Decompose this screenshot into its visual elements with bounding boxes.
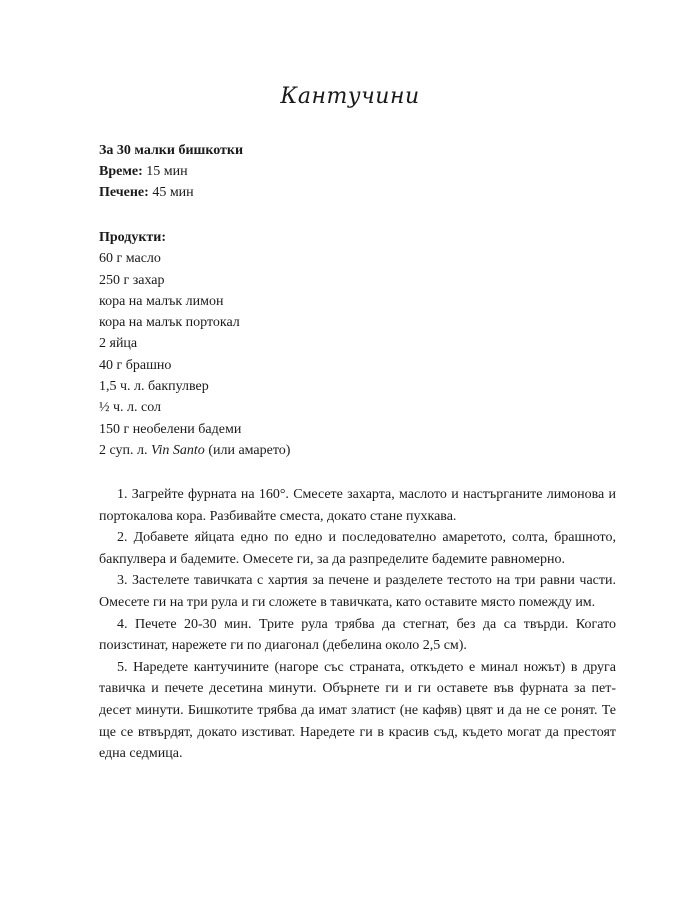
yield-line — [99, 140, 243, 161]
ingredient-item-vin-santo — [99, 440, 290, 461]
ingredients-section — [99, 227, 290, 461]
instructions-section — [99, 484, 616, 765]
ingredient-item: 40 г брашно — [99, 357, 172, 373]
ingredient-item: 250 г захар — [99, 272, 165, 288]
baking-label: Печене: — [99, 185, 149, 200]
ingredient-item: 60 г масло — [99, 251, 161, 267]
time-label: Време: — [99, 164, 143, 179]
recipe-meta — [99, 140, 243, 203]
ingredients-list — [99, 248, 290, 461]
ingredient-item: кора на малък лимон — [99, 293, 224, 309]
ingredient-item: 1,5 ч. л. бакпулвер — [99, 379, 209, 395]
ingredient-prefix: 2 суп. л. — [99, 442, 152, 458]
ingredient-item: 2 яйца — [99, 336, 138, 352]
ingredient-emphasis: Vin Santo — [151, 442, 205, 458]
ingredient-item: кора на малък портокал — [99, 315, 240, 331]
ingredients-heading: Продукти: — [99, 230, 167, 245]
step-paragraph: 1. Загрейте фурната на 160°. Смесете захарта, маслото и настърганите лимонова и портокалова кора. Разбивайте сместа, докато стане пухкава. — [99, 487, 616, 524]
time-value: 15 мин — [146, 164, 188, 179]
step-paragraph: 4. Печете 20-30 мин. Трите рула трябва да стегнат, без да са твърди. Когато поизстинат, нарежете ги по диагонал (дебелина около 2,5 см). — [99, 616, 616, 654]
step-paragraph: 3. Застелете тавичката с хартия за печене и разделете тестото на три равни части. Омесете ги на три рула и ги сложете в тавичката, като оставите място помежду им. — [99, 573, 616, 610]
step-paragraph: 5. Наредете кантучините (нагоре със страната, откъдето е минал ножът) в друга тавичка и печете десетина минути. Обърнете ги и ги оставете във фурната за пет-десет минути. Бишкотите трябва да имат златист (не кафяв) цвят и да не се ронят. Те ще се втвърдят, докато изстиват. Наредете ги в красив съд, където могат да престоят една седмица. — [99, 659, 616, 762]
ingredient-suffix: (или амарето) — [204, 442, 291, 458]
step-paragraph: 2. Добавете яйцата едно по едно и последователно амаретото, солта, брашното, бакпулвера и бадемите. Омесете ги, за да разпределите бадемите равномерно. — [99, 530, 616, 567]
time-line — [99, 161, 243, 182]
baking-value: 45 мин — [152, 185, 194, 200]
recipe-title: Кантучини — [280, 84, 420, 109]
ingredient-item: 150 г необелени бадеми — [99, 421, 242, 437]
yield-text: За 30 малки бишкотки — [99, 143, 244, 158]
ingredient-item: ½ ч. л. сол — [99, 400, 162, 416]
baking-line — [99, 182, 243, 203]
